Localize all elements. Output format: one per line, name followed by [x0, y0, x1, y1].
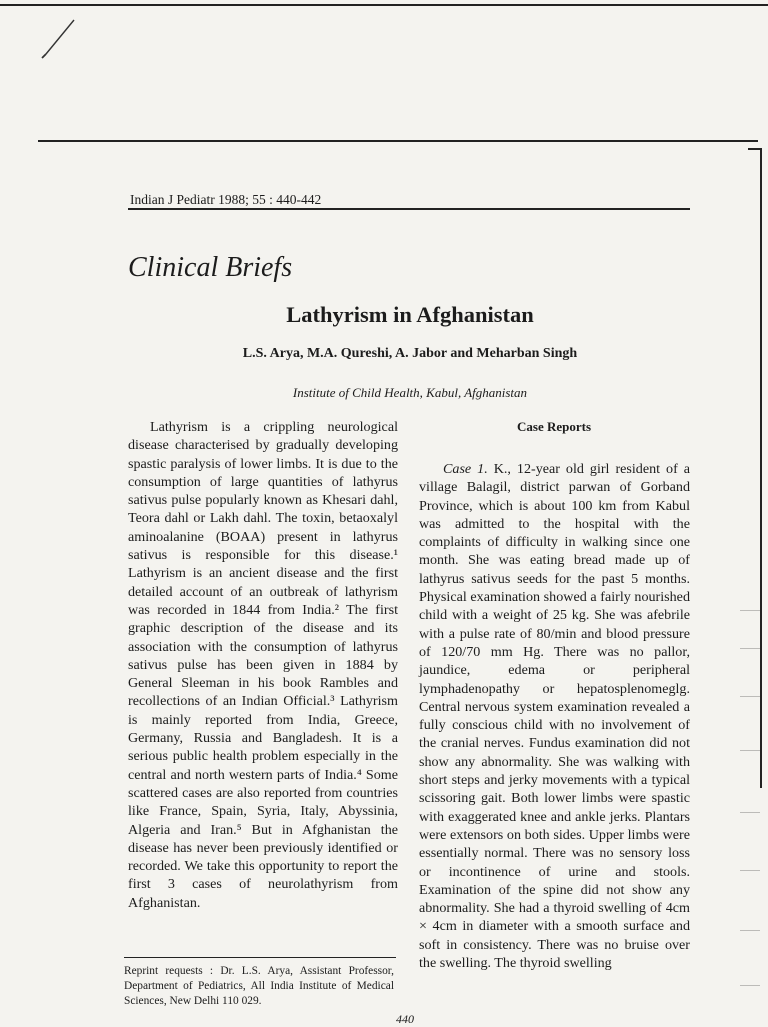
article-authors: L.S. Arya, M.A. Qureshi, A. Jabor and Meharban Singh	[242, 346, 578, 361]
case1-paragraph	[419, 460, 690, 972]
citation-rule	[128, 208, 690, 210]
article-title: Lathyrism in Afghanistan	[286, 302, 534, 327]
case-reports-heading: Case Reports	[517, 419, 592, 434]
article-affiliation: Institute of Child Health, Kabul, Afghanistan	[292, 385, 528, 400]
journal-citation: Indian J Pediatr 1988; 55 : 440-442	[130, 192, 322, 207]
right-column	[419, 460, 690, 972]
case1-text: K., 12-year old girl resident of a village Balagil, district parwan of Gorband Province, which is about 100 km from Kabul was admitted to the hospital with the complaints of difficulty in walking since one month. She was eating bread made up of lathyrus sativus seeds for the past 5 months. Physical examination showed a fairly nourished child with a weight of 25 kg. She was afebrile with a pulse rate of 80/min and blood pressure of 120/70 mm Hg. There was no pallor, jaundice, edema or peripheral lymphadenopathy or hepatosplenomeglg. Central nervous system examination revealed a fully conscious child with no involvement of the cranial nerves. Fundus examination did not show any abnormality. She was walking with short steps and jerky movements with a typical scissoring gait. Both lower limbs were spastic with exaggerated knee and ankle jerks. Plantars were extensors on both sides. Upper limbs were essentially normal. There was no sensory loss or incontinence of urine and stools. Examination of the spine did not show any abnormality. She had a thyroid swelling of 4cm × 4cm in diameter with a smooth surface and soft in consistency. There was no bruise over the swelling. The thyroid swelling	[419, 461, 690, 972]
case-label: Case 1.	[443, 461, 488, 477]
pen-mark	[36, 18, 78, 60]
left-column	[128, 418, 398, 912]
page-header-rule	[38, 140, 758, 142]
footnote-rule	[124, 957, 396, 958]
reprint-footnote: Reprint requests : Dr. L.S. Arya, Assistant Professor, Department of Pediatrics, All India Institute of Medical Sciences, New Delhi 110 029.	[124, 965, 394, 1007]
binding-marks	[740, 600, 762, 1020]
page-number: 440	[396, 1012, 414, 1026]
intro-paragraph: Lathyrism is a crippling neurological disease characterised by gradually developing spastic paralysis of lower limbs. It is due to the consumption of large quantities of lathyrus sativus pulse popularly known as Khesari dahl, Teora dahl or Lakh dahl. The toxin, betaoxalyl aminoalanine (BOAA) present in lathyrus sativus is responsible for this disease.¹ Lathyrism is an ancient disease and the first detailed account of an outbreak of lathyrism was recorded in 1844 from India.² The first graphic description of the disease and its association with the consumption of lathyrus sativus pulse has been given in 1884 by General Sleeman in his book Rambles and recollections of an Indian Official.³ Lathyrism is mainly reported from India, Greece, Germany, Russia and Bangladesh. It is a serious public health problem especially in the central and north western parts of India.⁴ Some scattered cases are also reported from countries like France, Spain, Syria, Italy, Abyssinia, Algeria and Iran.⁵ But in Afghanistan the disease has never been previously identified or recorded. We take this opportunity to report the first 3 cases of neurolathyrism from Afghanistan.	[128, 419, 398, 911]
section-title: Clinical Briefs	[128, 252, 293, 283]
top-border-line	[0, 4, 768, 6]
